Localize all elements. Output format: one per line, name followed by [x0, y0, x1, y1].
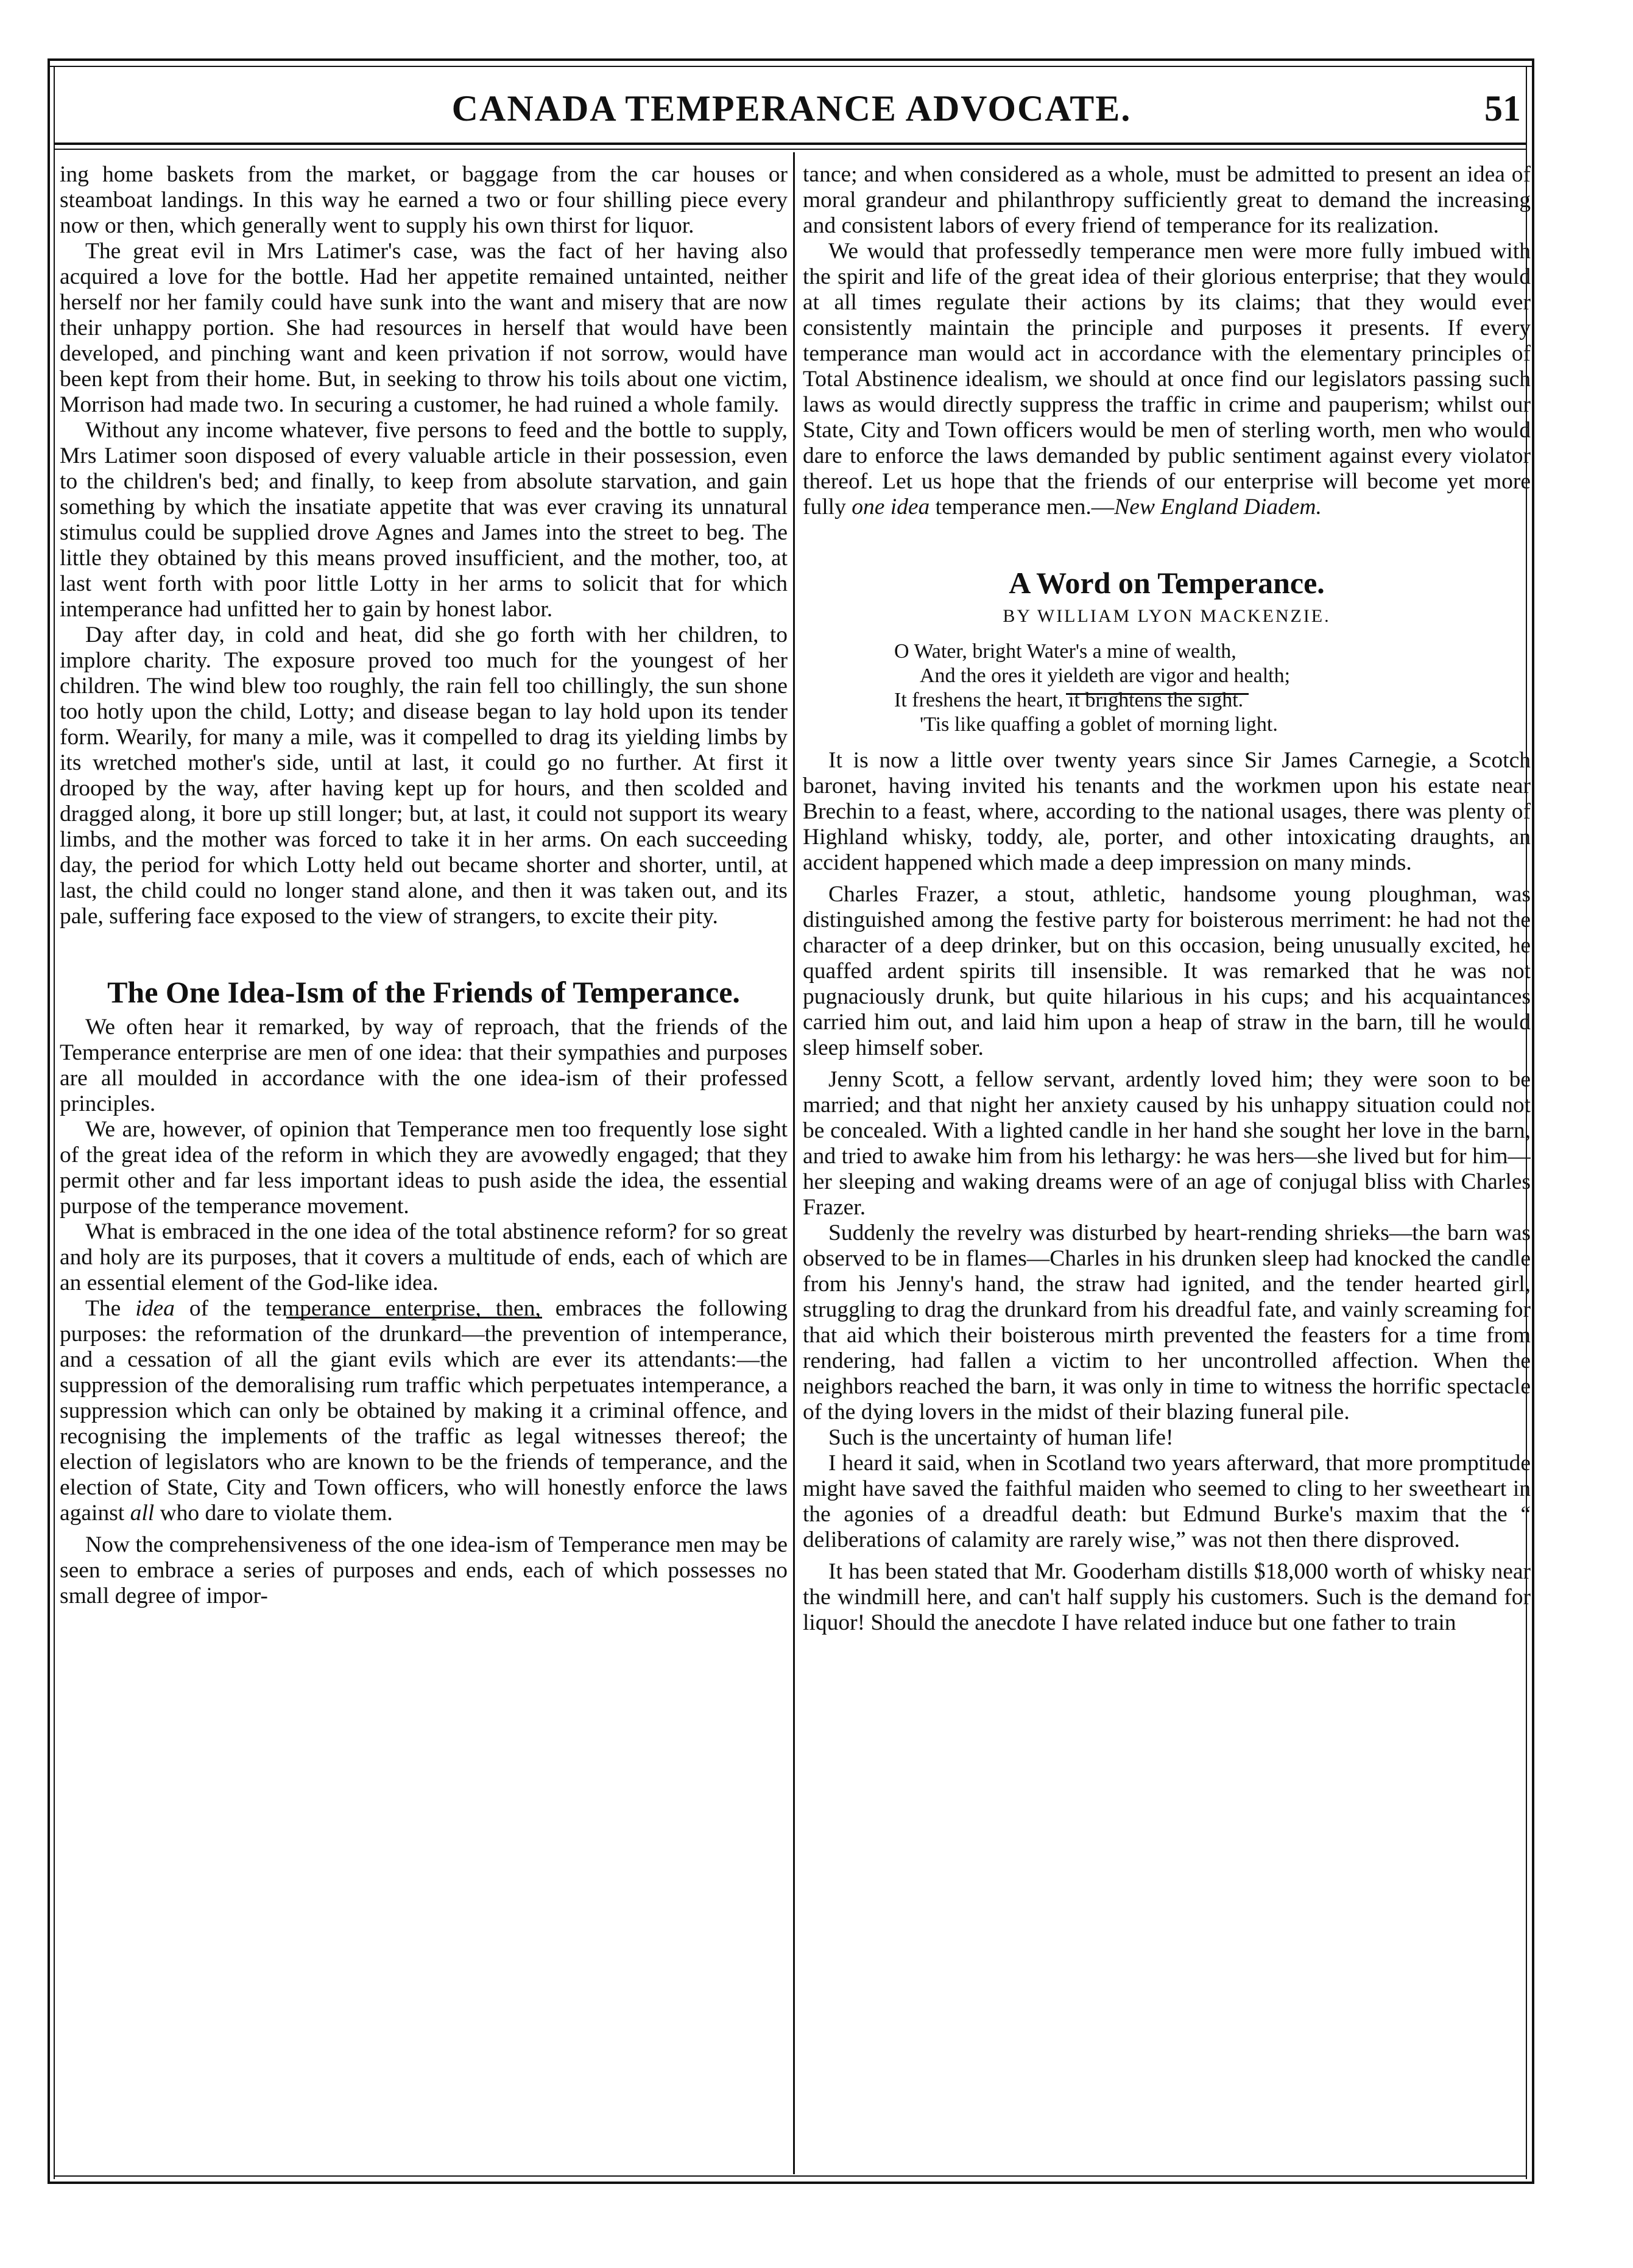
- border-bottom: [48, 2182, 1534, 2184]
- paragraph: Day after day, in cold and heat, did she go forth with her children, to implore charity. The exposure proved too much for the youngest of her children. The wind blew too roughly, the rain fell too chillingly, the sun shone too hotly upon the child, Lotty; and disease began to lay hold upon its tender form. Wearily, for many a mile, was it compelled to drag its yielding limbs by its wretched mother's side, until at last, it could go no further. At first it drooped by the way, after having kept up for hours, and then scolded and dragged along, it bore up still longer; but, at last, it could not support its weary limbs, and the mother was forced to take it in her arms. On each succeeding day, the period for which Lotty held out became shorter and shorter, until, at last, the child could no longer stand alone, and then it was taken out, and its pale, suffering face exposed to the view of strangers, to excite their pity.: [60, 622, 788, 929]
- header-rule-thin: [54, 149, 1527, 150]
- paragraph: [803, 239, 1531, 520]
- verse-line: And the ores it yieldeth are vigor and health;: [920, 664, 1291, 687]
- paragraph: Jenny Scott, a fellow servant, ardently loved him; they were soon to be married; and that night her anxiety caused by his unhappy situation could not be concealed. With a lighted candle in her hand she sought her love in the barn, and tried to awake him from his lethargy: he was hers—she lived but for him—her sleeping and waking dreams were of an age of conjugal bliss with Charles Frazer.: [803, 1067, 1531, 1220]
- emphasis: idea: [135, 1296, 175, 1321]
- paragraph: We are, however, of opinion that Temperance men too frequently lose sight of the great idea of the reform in which they are avowedly engaged; that they permit other and far less important ideas to push aside the idea, the essential purpose of the temperance movement.: [60, 1117, 788, 1219]
- text-run: temperance men.—: [929, 495, 1115, 519]
- masthead-title: CANADA TEMPERANCE ADVOCATE.: [451, 88, 1132, 129]
- paragraph: I heard it said, when in Scotland two years afterward, that more promptitude might have saved the faithful maiden who seemed to cling to her sweetheart in the agonies of a dreadful death: but Edmund Burke's maxim that the “ deliberations of calamity are rarely wise,” was not then there disproved.: [803, 1451, 1531, 1552]
- page-header: [50, 84, 1533, 133]
- paragraph: What is embraced in the one idea of the total abstinence reform? for so great and holy are its purposes, that it covers a multitude of ends, each of which are an essential element of the God-like idea.: [60, 1219, 788, 1295]
- source-credit: New England Diadem.: [1114, 495, 1322, 519]
- paragraph: Charles Frazer, a stout, athletic, handsome young ploughman, was distinguished among the festive party for boisterous merriment: he had not the character of a deep drinker, but on this occasion, being unusually excited, he quaffed ardent spirits till insensible. It was remarked that he was not pugnaciously drunk, but quite hilarious in his cups; and his acquaintances carried him out, and laid him upon a heap of straw in the barn, till he would sleep himself sober.: [803, 882, 1531, 1060]
- border-left: [48, 58, 50, 2184]
- paragraph: The great evil in Mrs Latimer's case, was the fact of her having also acquired a love for the bottle. Had her appetite remained untainted, neither herself nor her family could have sunk into the want and misery that are now their unhappy portion. She had resources in herself that would have been developed, and pinching want and keen privation if not sorrow, would have been kept from their home. But, in seeking to throw his toils about one victim, Morrison had made two. In securing a customer, he had ruined a whole family.: [60, 239, 788, 417]
- paragraph: [60, 1296, 788, 1526]
- text-run: who dare to violate them.: [154, 1501, 393, 1526]
- paragraph: ing home baskets from the market, or baggage from the car houses or steamboat landings. In this way he earned a two or four shilling piece every now or then, which generally went to supply his own thirst for liquor.: [60, 162, 788, 238]
- paragraph: We often hear it remarked, by way of reproach, that the friends of the Temperance enterprise are men of one idea: that their sympathies and purposes are all moulded in accordance with the one idea-ism of their professed principles.: [60, 1015, 788, 1116]
- text-run: We would that professedly temperance men were more fully imbued with the spirit and life of the great idea of their glorious enterprise; that they would at all times regulate their actions by its claims; that they would ever consistently maintain the principle and purposes it presents. If every temperance man would act in accordance with the elementary principles of Total Abstinence idealism, we should at once find our legislators passing such laws as would directly suppress the traffic in crime and pauperism; whilst our State, City and Town officers would be men of sterling worth, men who would dare to enforce the laws demanded by public sentiment against every violator thereof. Let us hope that the friends of our enterprise will become yet more fully: [803, 239, 1531, 519]
- border-top: [48, 58, 1534, 61]
- emphasis: all: [130, 1501, 155, 1526]
- column-divider: [793, 152, 795, 2174]
- emphasis: one idea: [852, 495, 930, 519]
- article-heading: The One Idea-Ism of the Friends of Temperance.: [107, 975, 740, 1009]
- left-column: [60, 162, 788, 2105]
- border-right: [1532, 58, 1534, 2184]
- paragraph: Suddenly the revelry was disturbed by heart-rending shrieks—the barn was observed to be in flames—Charles in his drunken sleep had knocked the candle from his Jenny's hand, the straw had ignited, and the tender hearted girl, struggling to drag the drunkard from his dreadful fate, and vainly screaming for that aid which their boisterous mirth prevented the feasters for a time from rendering, had fallen a victim to her uncontrolled affection. When the neighbors reached the barn, it was only in time to witness the horrific spectacle of the dying lovers in the midst of their blazing funeral pile.: [803, 1220, 1531, 1425]
- paragraph: Such is the uncertainty of human life!: [828, 1425, 1174, 1450]
- article-heading: A Word on Temperance.: [1009, 566, 1325, 600]
- right-column: [803, 162, 1531, 2105]
- border-top-inner: [48, 66, 1534, 67]
- verse-line: O Water, bright Water's a mine of wealth,: [894, 640, 1236, 663]
- paragraph: Without any income whatever, five persons to feed and the bottle to supply, Mrs Latimer soon disposed of every valuable article in their possession, even to the children's bed; and finally, to keep from absolute starvation, and gain something by which the insatiate appetite that was ever craving its unnatural stimulus could be supplied drove Agnes and James into the street to beg. The little they obtained by this means proved insufficient, and the mother, too, at last went forth with poor little Lotty in her arms to solicit that for which intemperance had unfitted her to gain by honest labor.: [60, 418, 788, 622]
- header-rule: [54, 143, 1527, 145]
- verse-line: 'Tis like quaffing a goblet of morning light.: [920, 713, 1278, 736]
- paragraph: It has been stated that Mr. Gooderham distills $18,000 worth of whisky near the windmill here, and can't half supply his customers. Such is the demand for liquor! Should the anecdote I have related induce but one father to train: [803, 1559, 1531, 1635]
- border-bottom-inner: [54, 2175, 1527, 2177]
- text-run: of the temperance enterprise, then, embraces the following purposes: the reformation of the drunkard—the prevention of intemperance, and a cessation of all the giant evils which are ever its attendants:—the suppression of the demoralising rum traffic which perpetuates intemperance, a suppression which can only be obtained by making it a criminal offence, and recognising the implements of the traffic as legal witnesses thereof; the election of legislators who are known to be the friends of temperance, and the election of State, City and Town officers, who will honestly enforce the laws against: [60, 1296, 788, 1526]
- paragraph: Now the comprehensiveness of the one idea-ism of Temperance men may be seen to embrace a series of purposes and ends, each of which possesses no small degree of impor-: [60, 1532, 788, 1608]
- verse-line: It freshens the heart, it brightens the sight.: [894, 689, 1244, 711]
- border-left-inner: [54, 66, 55, 2179]
- page-number: 51: [1484, 88, 1521, 129]
- text-run: The: [85, 1296, 136, 1321]
- paragraph: tance; and when considered as a whole, must be admitted to present an idea of moral grandeur and philanthropy sufficiently great to demand the increasing and consistent labors of every friend of temperance for its realization.: [803, 162, 1531, 238]
- paragraph: It is now a little over twenty years since Sir James Carnegie, a Scotch baronet, having invited his tenants and the workmen upon his estate near Brechin to a feast, where, according to the national usages, there was plenty of Highland whisky, toddy, ale, porter, and other intoxicating draughts, an accident happened which made a deep impression on many minds.: [803, 748, 1531, 875]
- verse: [894, 639, 1531, 737]
- byline: BY WILLIAM LYON MACKENZIE.: [1003, 606, 1331, 626]
